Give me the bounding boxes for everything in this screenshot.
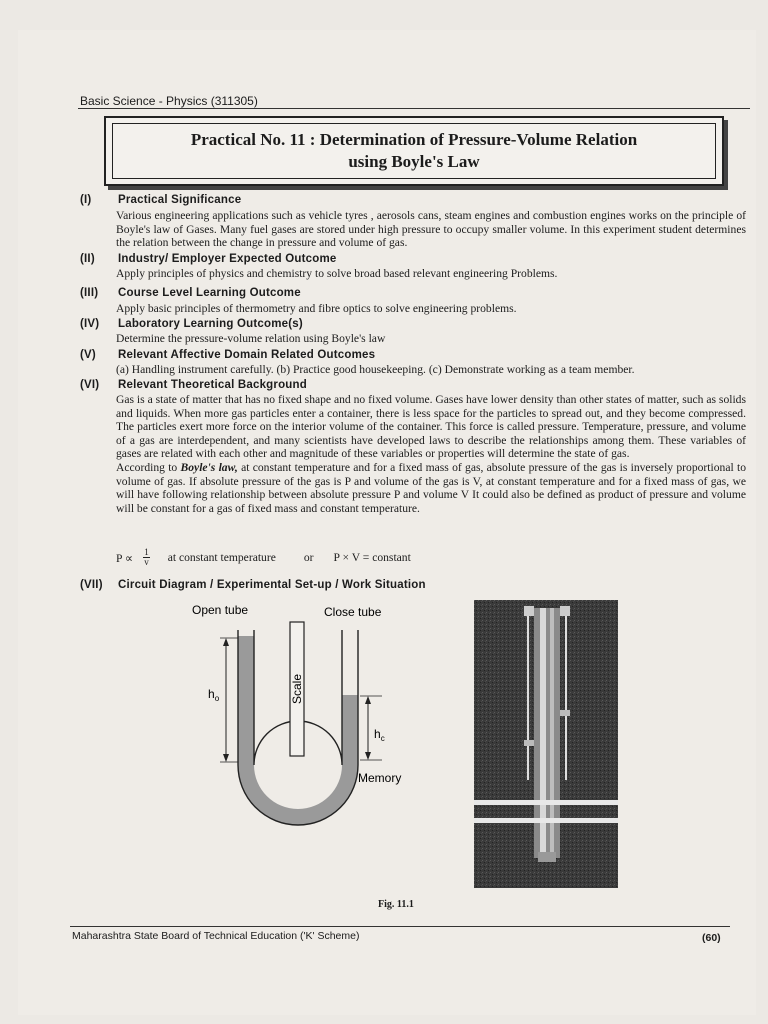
h-open-label: $h_o$ bbox=[208, 687, 220, 703]
title-line-1: Practical No. 11 : Determination of Pressure-Volume Relation bbox=[190, 130, 638, 149]
formula-right: P × V = constant bbox=[333, 551, 411, 564]
theory-paragraph-1: Gas is a state of matter that has no fixed shape and no fixed volume. Gases have lower density than other states of matter, such as solids and liquids. When more gas particles enter a container, there is less space for the particles to spread out, and they become compressed. The particles exert more force on the interior volume of the container. This force is called pressure. Temperature, pressure, and volume of a gas are interdependent, and many scientists have developed laws to describe the relationships among them. These variables of gases are related with each other and magnitude of these variables or properties will determine the state of gas. bbox=[116, 393, 746, 461]
header-rule bbox=[78, 108, 750, 109]
u-tube-diagram bbox=[186, 600, 436, 890]
formula-fraction: $\frac{1}{v}$ bbox=[144, 547, 149, 567]
formula-or: or bbox=[303, 551, 314, 564]
section-title: Laboratory Learning Outcome(s) bbox=[118, 318, 303, 330]
footer-rule bbox=[70, 926, 730, 927]
section-number: (V) bbox=[80, 349, 96, 361]
section-heading-4 bbox=[80, 318, 303, 330]
theory-paragraph-2: According to Boyle's law, at constant temperature and for a fixed mass of gas, absolute pressure of the gas is inversely proportional to volume of gas. If absolute pressure of the gas is P and volume of the gas is V, at constant temperature and for a fixed mass of gas, we will have following relationship between absolute pressure P and volume V It could also be defined as product of pressure and volume will be constant for a gas of fixed mass and constant temperature. bbox=[116, 460, 746, 515]
section-text-1: Various engineering applications such as vehicle tyres , aerosols cans, steam engines and combustion engines works on the principle of Boyle's law of Gases. Many fuel gases are stored under high pressure to occupy smaller volume. In this experiment student determines the relation between the change in pressure and volume of gas. bbox=[116, 209, 746, 250]
section-text-4: Determine the pressure-volume relation using Boyle's law bbox=[116, 332, 386, 345]
section-heading-3 bbox=[80, 287, 301, 299]
title-box bbox=[104, 116, 724, 186]
close-tube-label: Close tube bbox=[324, 605, 382, 619]
formula-left: P ∝ bbox=[116, 551, 134, 565]
section-title: Course Level Learning Outcome bbox=[118, 287, 301, 299]
section-text-5: (a) Handling instrument carefully. (b) Practice good housekeeping. (c) Demonstrate working as a team member. bbox=[116, 363, 635, 376]
section-title: Industry/ Employer Expected Outcome bbox=[118, 253, 337, 265]
open-tube-label: Open tube bbox=[192, 603, 249, 617]
page-header: Basic Science - Physics (311305) bbox=[80, 94, 258, 108]
section-title: Circuit Diagram / Experimental Set-up / Work Situation bbox=[118, 579, 426, 591]
section-title: Relevant Theoretical Background bbox=[118, 379, 307, 391]
scale-label: Scale bbox=[290, 673, 304, 704]
section-text-6 bbox=[116, 393, 746, 515]
memory-label: Memory bbox=[358, 771, 402, 785]
section-number: (II) bbox=[80, 253, 95, 265]
section-number: (IV) bbox=[80, 318, 100, 330]
section-title: Relevant Affective Domain Related Outcomes bbox=[118, 349, 376, 361]
section-number: (I) bbox=[80, 194, 92, 206]
page-number: (60) bbox=[702, 932, 721, 944]
section-heading-2 bbox=[80, 253, 337, 265]
section-number: (III) bbox=[80, 287, 99, 299]
clamp-bar-lower bbox=[474, 818, 618, 823]
section-heading-7 bbox=[80, 579, 426, 591]
figure-caption: Fig. 11.1 bbox=[378, 899, 414, 910]
footer-board: Maharashtra State Board of Technical Education ('K' Scheme) bbox=[72, 930, 360, 942]
section-text-3: Apply basic principles of thermometry and fibre optics to solve engineering problems. bbox=[116, 302, 517, 315]
clamp-bar-upper bbox=[474, 800, 618, 805]
section-number: (VII) bbox=[80, 579, 103, 591]
section-heading-1 bbox=[80, 194, 241, 206]
formula-mid: at constant temperature bbox=[167, 551, 276, 564]
section-title: Practical Significance bbox=[118, 194, 242, 206]
section-text-2: Apply principles of physics and chemistry to solve broad based relevant engineering Problems. bbox=[116, 267, 558, 280]
section-number: (VI) bbox=[80, 379, 100, 391]
title-line-2: using Boyle's Law bbox=[348, 152, 480, 171]
boyle-formula bbox=[116, 548, 411, 567]
title-inner bbox=[112, 123, 716, 179]
section-heading-5 bbox=[80, 349, 375, 361]
apparatus-photo bbox=[474, 600, 618, 888]
section-heading-6 bbox=[80, 379, 307, 391]
h-close-label: $h_c$ bbox=[374, 727, 385, 743]
